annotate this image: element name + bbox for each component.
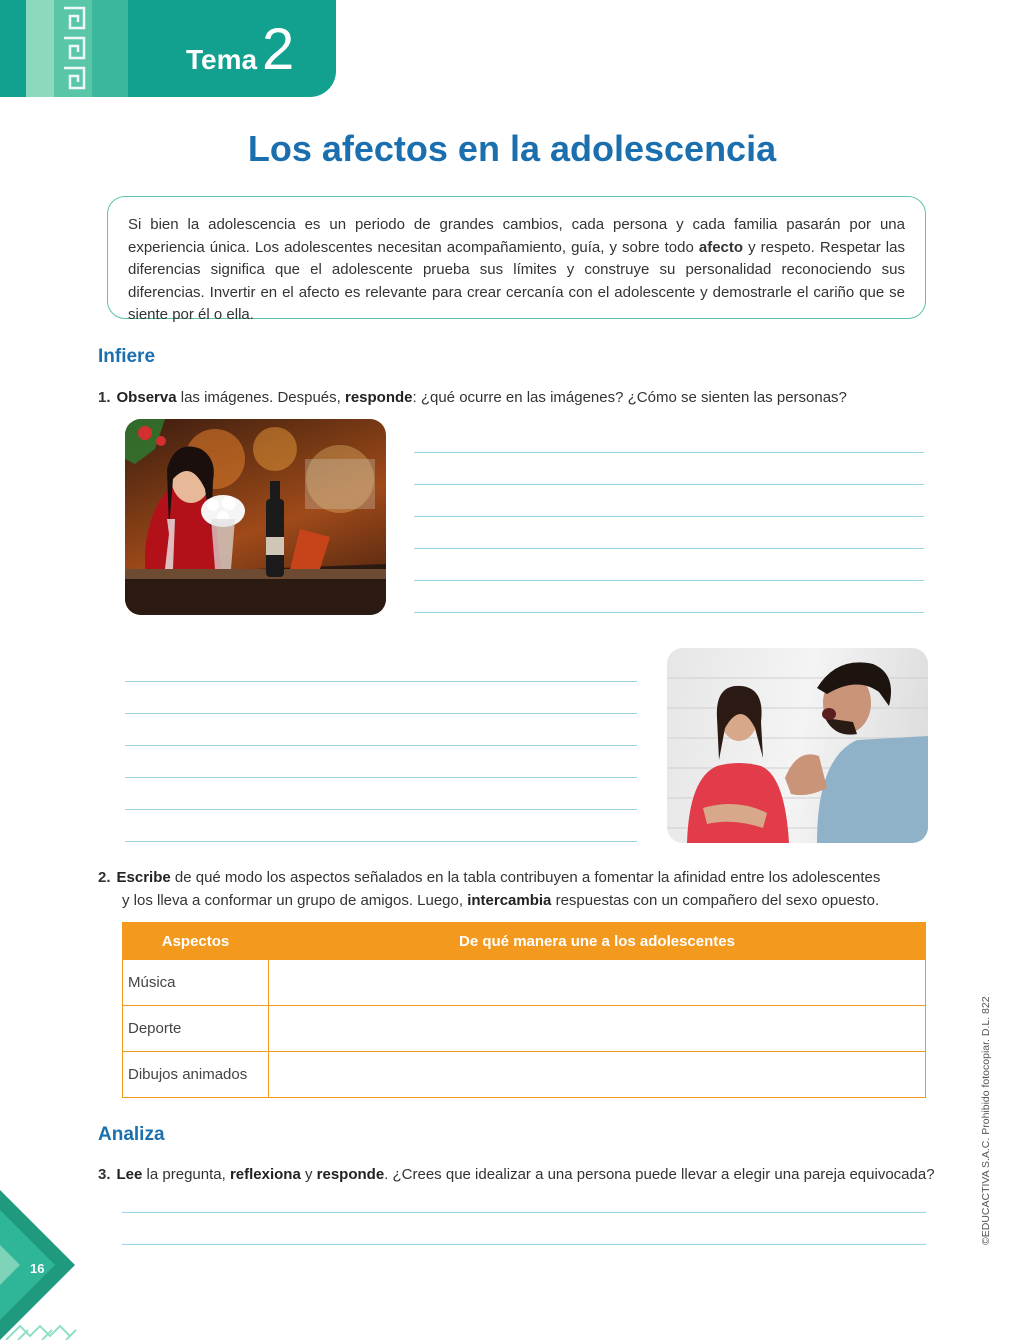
table-row (123, 1006, 926, 1052)
question-verb: responde (316, 1166, 385, 1183)
answer-line[interactable] (414, 548, 924, 549)
section-heading-infiere: Infiere (98, 346, 156, 367)
answer-cell[interactable] (269, 960, 926, 1006)
intro-box (107, 196, 926, 323)
question-1 (98, 386, 847, 409)
question-2 (98, 866, 880, 912)
question-verb: Lee (116, 1166, 143, 1183)
question-verb: Observa (116, 389, 177, 406)
question-text: respuestas con un compañero del sexo opuesto. (551, 892, 880, 909)
intro-bold-word: afecto (698, 238, 744, 256)
answer-line[interactable] (125, 713, 637, 714)
answer-line[interactable] (414, 452, 924, 453)
answer-line[interactable] (414, 484, 924, 485)
question-verb: intercambia (467, 892, 552, 909)
question-verb: reflexiona (229, 1166, 301, 1183)
question-verb: Escribe (116, 869, 171, 886)
answer-line[interactable] (125, 841, 637, 842)
argument-scene-illustration (667, 648, 928, 843)
question-number: 1. (98, 389, 111, 406)
table-header-aspectos: Aspectos (123, 923, 269, 960)
copyright-notice: ©EDUCACTIVA S.A.C. Prohibido fotocopiar. D.L. 822 (980, 996, 992, 1245)
tema-tab (0, 0, 336, 97)
answer-line[interactable] (414, 612, 924, 613)
table-row (123, 1052, 926, 1098)
answer-line[interactable] (125, 809, 637, 810)
question-text: y los lleva a conformar un grupo de amigos. Luego, (122, 892, 468, 909)
answer-line[interactable] (122, 1212, 926, 1213)
corner-greek-key-icon (0, 1190, 90, 1340)
answer-cell[interactable] (269, 1006, 926, 1052)
table-header-row (123, 923, 926, 960)
question-text: y (300, 1166, 317, 1183)
question-3 (98, 1163, 935, 1186)
tab-stripe (92, 0, 128, 97)
table-header-manera: De qué manera une a los adolescentes (269, 923, 926, 960)
section-heading-analiza: Analiza (98, 1124, 165, 1145)
question-number: 3. (98, 1166, 111, 1183)
page-title: Los afectos en la adolescencia (247, 128, 777, 169)
answer-line[interactable] (414, 516, 924, 517)
intro-text (128, 214, 905, 327)
aspect-cell: Música (123, 960, 269, 1006)
intro-text-part: Si bien la adolescencia es un periodo de grandes cambios, cada persona y cada familia pasarán por una experiencia única. Los adolescentes necesitan acompañamiento, guía, y sobre todo (128, 216, 905, 256)
table-row (123, 960, 926, 1006)
question-verb: responde (344, 389, 413, 406)
answer-line[interactable] (125, 681, 637, 682)
answer-line[interactable] (122, 1244, 926, 1245)
question-text: de qué modo los aspectos señalados en la tabla contribuyen a fomentar la afinidad entre los adolescentes (170, 869, 881, 886)
question-text: las imágenes. Después, (176, 389, 345, 406)
tema-number: 2 (262, 17, 295, 82)
question-number: 2. (98, 869, 111, 886)
answer-line[interactable] (125, 745, 637, 746)
photo-woman-restaurant (125, 419, 386, 615)
photo-man-yelling-at-woman (667, 648, 928, 843)
tab-stripe (26, 0, 54, 97)
question-text: la pregunta, (142, 1166, 230, 1183)
question-text: : ¿qué ocurre en las imágenes? ¿Cómo se sienten las personas? (412, 389, 847, 406)
tema-label: Tema (186, 44, 258, 75)
aspects-table (122, 922, 926, 1098)
greek-key-ornament-icon (60, 4, 88, 94)
intro-text-part: y respeto. Respetar las diferencias significa que el adolescente prueba sus límites y construye su personalidad reconociendo sus diferencias. Invertir en el afecto es relevante para crear cercanía con el adolescente y demostrarle el cariño que se siente por él o ella. (128, 238, 905, 323)
page-number: 16 (30, 1261, 45, 1276)
aspect-cell: Dibujos animados (123, 1052, 269, 1098)
restaurant-scene-illustration (125, 419, 386, 615)
question-text: . ¿Crees que idealizar a una persona puede llevar a elegir una pareja equivocada? (384, 1166, 935, 1183)
answer-cell[interactable] (269, 1052, 926, 1098)
aspect-cell: Deporte (123, 1006, 269, 1052)
answer-line[interactable] (414, 580, 924, 581)
answer-line[interactable] (125, 777, 637, 778)
